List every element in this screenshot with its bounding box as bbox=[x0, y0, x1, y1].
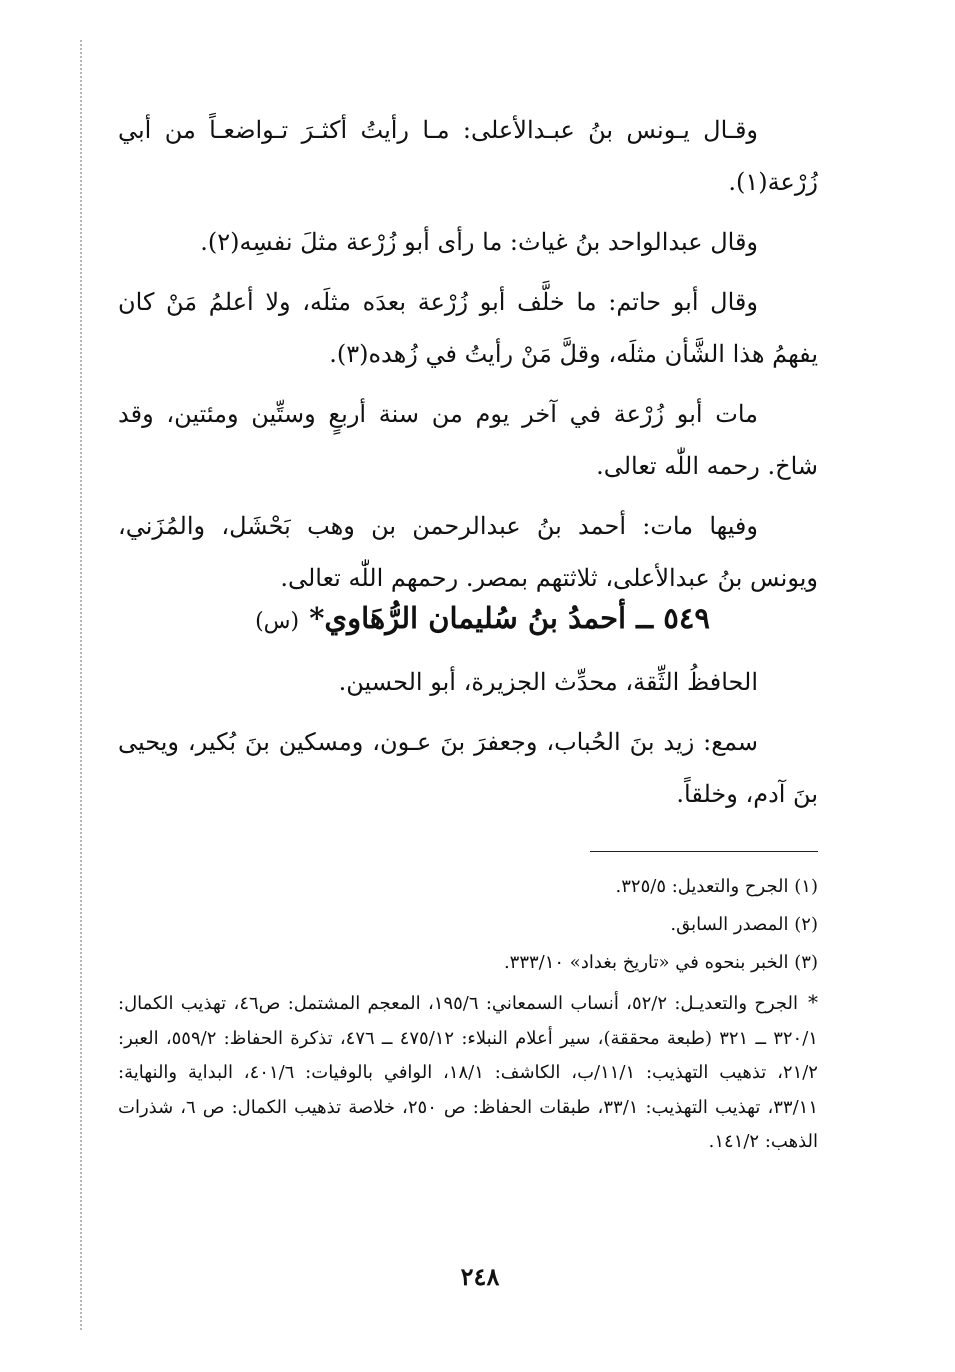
footnotes bbox=[118, 868, 818, 982]
entry-symbol: (س) bbox=[255, 609, 300, 634]
paragraph-abu-hatim: وقال أبو حاتم: ما خلَّف أبو زُرْعة بعدَه مثلَه، ولا أعلمُ مَنْ كان يفهمُ هذا الشَّأن مثلَه، وقلَّ مَنْ رأيتُ في زُهده(٣). bbox=[118, 288, 818, 368]
body-text-top bbox=[118, 104, 818, 604]
paragraph-heard: سمع: زيد بنَ الحُباب، وجعفرَ بنَ عـون، ومسكين بنَ بُكير، ويحيى بنَ آدم، وخلقاً. bbox=[118, 728, 818, 808]
entry-title: ٥٤٩ ــ أحمدُ بنُ سُليمان الرُّهَاوي* bbox=[309, 601, 710, 635]
paragraph-abdulwahid: وقال عبدالواحد بنُ غياث: ما رأى أبو زُرْعة مثلَ نفسِه(٢). bbox=[200, 228, 758, 256]
body-text-entry bbox=[118, 656, 818, 820]
margin-dotted-line bbox=[80, 40, 82, 1330]
reference-text: الجرح والتعديـل: ٥٢/٢، أنساب السمعاني: ١٩٥/٦، المعجم المشتمل: ص٤٦، تهذيب الكمال: ٣٢٠/١ ــ ٣٢١ (طبعة محققة)، سير أعلام النبلاء: ٤٧٥/١٢ ــ ٤٧٦، تذكرة الحفاظ: ٥٥٩/٢، العبر: ٢١/٢، تذهيب التهذيب: ١١/١/ب، الكاشف: ١٨/١، الوافي بالوفيات: ٤٠١/٦، البداية والنهاية: ٣٣/١١، تهذيب التهذيب: ٣٣/١، طبقات الحفاظ: ص ٢٥٠، خلاصة تذهيب الكمال: ص ٦، شذرات الذهب: ١٤١/٢. bbox=[118, 993, 819, 1152]
footnote-separator bbox=[590, 851, 818, 852]
references-note bbox=[118, 985, 818, 1160]
footnote-2: (٢) المصدر السابق. bbox=[670, 914, 818, 935]
paragraph-deaths-that-year: وفيها مات: أحمد بنُ عبدالرحمن بن وهب بَحْشَل، والمُزَني، ويونس بنُ عبدالأعلى، ثلاثتهم بمصر. رحمهم اللّٰه تعالى. bbox=[118, 512, 818, 592]
paragraph-hafiz: الحافظُ الثِّقة، محدِّث الجزيرة، أبو الحسين. bbox=[338, 668, 758, 696]
footnote-1: (١) الجرح والتعديل: ٣٢٥/٥. bbox=[615, 876, 818, 897]
entry-heading bbox=[230, 596, 710, 644]
page-number: ٢٤٨ bbox=[460, 1262, 500, 1291]
paragraph-younus: وقـال يـونس بنُ عبـدالأعلى: مـا رأيتُ أكثـرَ تـواضعـاً من أبي زُرْعة(١). bbox=[118, 116, 818, 196]
paragraph-death: مات أبو زُرْعة في آخر يوم من سنة أربعٍ وستِّين ومئتين، وقد شاخ. رحمه اللّٰه تعالى. bbox=[118, 400, 818, 480]
reference-marker: * bbox=[808, 990, 818, 1014]
footnote-3: (٣) الخبر بنحوه في «تاريخ بغداد» ٣٣٣/١٠. bbox=[503, 952, 818, 973]
